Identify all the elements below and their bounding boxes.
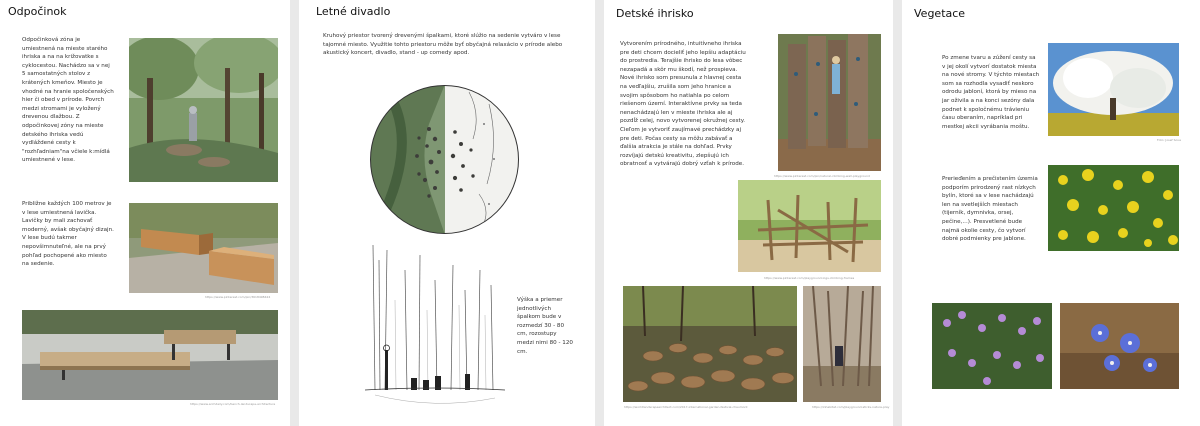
yellow-flowers-photo	[1048, 165, 1179, 251]
climbing-logs-photo	[778, 34, 881, 171]
panel-odpocinok	[0, 0, 290, 426]
rest-zone-painting	[129, 38, 278, 182]
purple-flowers-photo	[932, 303, 1052, 389]
modern-bench-photo	[22, 310, 278, 400]
panel-ihrisko	[604, 0, 893, 426]
paragraph: Približne každých 100 metrov je v lese umiestnená lavička. Lavičky by mali zachovať moderný, avšak obyčajný dizajn. V lese budú takmer nepovšimnuteľné, ale na prvý pohľad pochopené ako miesto na sedenie.	[22, 201, 114, 268]
panel-title: Detské ihrisko	[616, 7, 694, 20]
photo-credit: https://worldlandscapearchitect.com/2017-international-garden-festival-chaumont	[624, 405, 748, 409]
photo-credit: Foto: Josef Sova	[1157, 138, 1181, 142]
paragraph: Kruhový priestor tvorený drevenými špalkami, ktoré slúžio na sedenie vytváro v lese tajomné miesto. Využitie tohto priestoru môže byť obyčajná relaxácio v prírode alebo akustický koncert, divadlo, stand - up comedy apod.	[323, 33, 563, 57]
apple-tree-photo	[1048, 43, 1179, 136]
theatre-plan-drawing	[369, 84, 520, 235]
wooden-bench-photo	[129, 203, 278, 293]
stick-hut-photo	[803, 286, 881, 402]
photo-credit: https://inhabitat.com/playground-sticks-nature-play	[812, 405, 890, 409]
panel-title: Odpočinok	[8, 5, 67, 18]
photo-credit: https://www.pinterest.com/playground-logs-climbing-frames	[764, 276, 855, 280]
panel-vegetacia	[902, 0, 1200, 426]
paragraph: Odpočinková zóna je umiestnená na mieste starého ihriska a na na križovatke s cyklocestou. Nachádzo sa v nej 5 samostatných stolov z krátených kmeňov. Miesto je vhodné na hranie spoločenských hier či obed v prírode. Povrch medzi stromami je vyložený drevenou dlažbou. Z odpočinkovej zóny na mieste detského ihriska vedú vydláždené cesty k "rozhľadniam"na včiele k:mídlá umiestnené v lese.	[22, 37, 114, 164]
photo-credit: https://www.archdaily.com/bench-landscape-architecture	[190, 402, 276, 406]
panel-title: Vegetace	[914, 7, 966, 20]
log-frame-playground-photo	[738, 180, 881, 272]
panel-divadlo	[299, 0, 595, 426]
blue-hepatica-photo	[1060, 303, 1179, 389]
paragraph: Vytvorením prírodného, intuitívneho ihriska pre deti chcem docieliť jeho lepšiu adaptáciu do prostredia. Terajšie ihrisko do lesa vôbec nezapadá a skôr mu škodí, než prospieva. Nové ihrisko som presunula z hlavnej cesta na vedľajšiu, zrušila som jeho hranice a svojim spôsobom ho natiahla po celom riešenom území. Interaktívne prvky sa teda nenachádzajú len v mieste ihriska ale aj pozdĺž celej, novo vytvorenej okružnej cesty. Cieľom je vytvoriť zaujímavé prechádzky aj pre deti. Počas cesty sa môžu zabávať a ďalšia atrakcia je stále na dohľad. Prvky rozvíjajú detskú kreativitu, zlepšujú ich obratnosť a vytvárajú dobrý vzťah k prírode.	[620, 41, 746, 168]
panel-title: Letné divadlo	[316, 5, 391, 18]
photo-credit: https://www.pinterest.com/pin/natural-climbing-wall-playground	[774, 174, 870, 178]
photo-credit: https://www.pinterest.com/pin/3618498424	[205, 295, 271, 299]
theatre-section-sketch	[365, 240, 505, 415]
paragraph: Výška a priemer jednotlivých špalkom bude v rozmedzí 30 - 80 cm, rozostupy medzi nimi 80 - 120 cm.	[517, 297, 573, 355]
paragraph: Prerieďením a prečistením územia podporím prirodzený rast nízkych bylín, ktoré sa v lese nachádzajú len na svetlejších miestach (tijerník, dymnivka, orsej, pečine,...). Presvetlené bude najmä okolie cesty, čo vytvorí dobré podmienky pre jablone.	[942, 176, 1038, 243]
stump-maze-photo	[623, 286, 797, 402]
paragraph: Po zmene tvaru a zúžení cesty sa v jej okolí vytvorí dostatok miesta na nové stromy. V týchto miestach som sa rozhodla vysadiť neskoro odrodu jabloní, ktorá by mieso na jar oživila a na konci sezóny dala podnet k spoločnému trávieniu času oberaním, napríklad pri mestkej akcii vyrábania moštu.	[942, 55, 1040, 130]
